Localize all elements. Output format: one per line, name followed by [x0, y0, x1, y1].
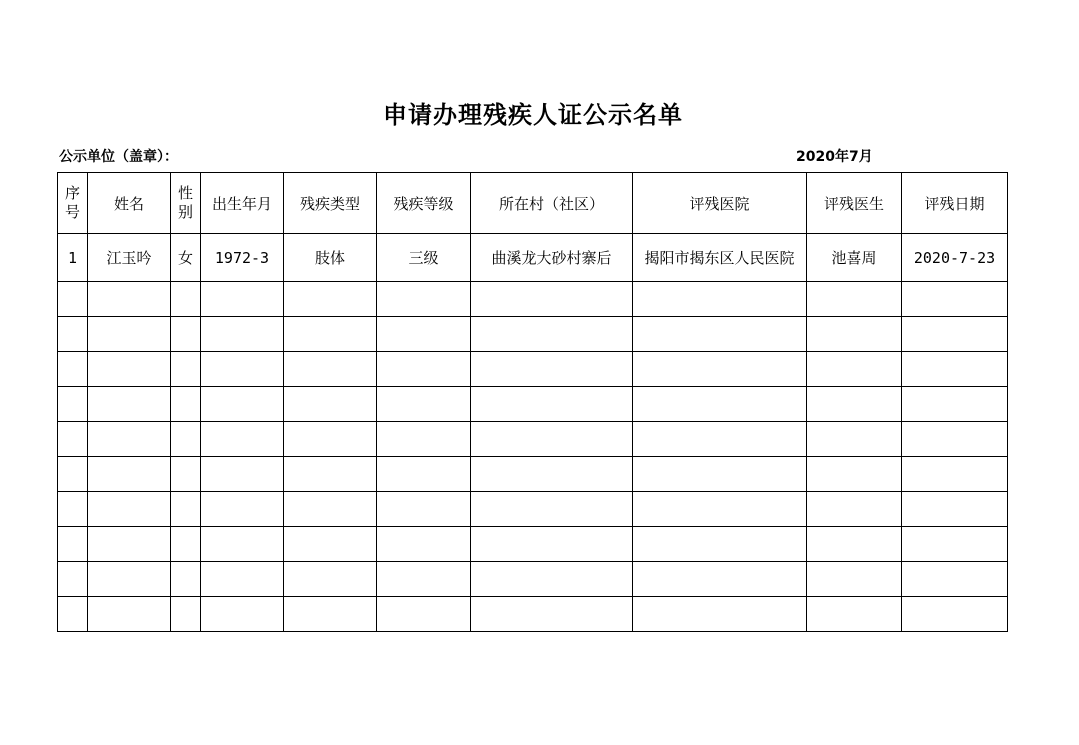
- empty-cell: [377, 492, 471, 527]
- empty-cell: [633, 527, 807, 562]
- cell-doctor: 池喜周: [807, 234, 902, 282]
- empty-cell: [377, 562, 471, 597]
- empty-cell: [88, 387, 171, 422]
- empty-cell: [171, 352, 201, 387]
- empty-cell: [902, 387, 1008, 422]
- empty-cell: [633, 282, 807, 317]
- empty-cell: [88, 492, 171, 527]
- empty-cell: [377, 387, 471, 422]
- empty-cell: [284, 457, 377, 492]
- empty-cell: [902, 457, 1008, 492]
- empty-cell: [88, 422, 171, 457]
- header-gender: 性别: [171, 173, 201, 234]
- empty-cell: [284, 597, 377, 632]
- empty-cell: [471, 317, 633, 352]
- empty-cell: [171, 317, 201, 352]
- empty-cell: [902, 352, 1008, 387]
- table-row-empty: [58, 387, 1008, 422]
- empty-cell: [201, 597, 284, 632]
- table-row-empty: [58, 597, 1008, 632]
- empty-cell: [201, 317, 284, 352]
- empty-cell: [58, 282, 88, 317]
- table-row-empty: [58, 352, 1008, 387]
- cell-disability-type: 肢体: [284, 234, 377, 282]
- header-hospital: 评残医院: [633, 173, 807, 234]
- empty-cell: [284, 282, 377, 317]
- empty-cell: [807, 387, 902, 422]
- empty-cell: [284, 317, 377, 352]
- empty-cell: [201, 562, 284, 597]
- empty-cell: [633, 422, 807, 457]
- header-birth: 出生年月: [201, 173, 284, 234]
- empty-cell: [807, 282, 902, 317]
- header-name: 姓名: [88, 173, 171, 234]
- empty-cell: [377, 597, 471, 632]
- empty-cell: [902, 317, 1008, 352]
- cell-disability-level: 三级: [377, 234, 471, 282]
- empty-cell: [88, 527, 171, 562]
- empty-cell: [58, 457, 88, 492]
- cell-birth: 1972-3: [201, 234, 284, 282]
- empty-cell: [171, 282, 201, 317]
- empty-cell: [171, 597, 201, 632]
- empty-cell: [377, 317, 471, 352]
- cell-name: 江玉吟: [88, 234, 171, 282]
- empty-cell: [633, 317, 807, 352]
- header-assessment-date: 评残日期: [902, 173, 1008, 234]
- empty-cell: [902, 492, 1008, 527]
- publish-date-label: 2020年7月: [796, 149, 873, 165]
- table-row-empty: [58, 492, 1008, 527]
- empty-cell: [88, 562, 171, 597]
- table-row-empty: [58, 457, 1008, 492]
- empty-cell: [471, 492, 633, 527]
- empty-cell: [633, 457, 807, 492]
- empty-cell: [88, 282, 171, 317]
- table-row-empty: [58, 527, 1008, 562]
- empty-cell: [807, 317, 902, 352]
- cell-assessment-date: 2020-7-23: [902, 234, 1008, 282]
- empty-cell: [171, 527, 201, 562]
- empty-cell: [58, 317, 88, 352]
- header-village: 所在村（社区）: [471, 173, 633, 234]
- empty-cell: [58, 387, 88, 422]
- table-header-row: [58, 173, 1008, 234]
- empty-cell: [171, 422, 201, 457]
- empty-cell: [58, 562, 88, 597]
- empty-cell: [284, 527, 377, 562]
- empty-cell: [807, 562, 902, 597]
- empty-cell: [902, 597, 1008, 632]
- empty-cell: [471, 352, 633, 387]
- table-row-empty: [58, 422, 1008, 457]
- empty-cell: [471, 457, 633, 492]
- empty-cell: [58, 422, 88, 457]
- table-row-empty: [58, 562, 1008, 597]
- empty-cell: [633, 352, 807, 387]
- empty-cell: [201, 387, 284, 422]
- empty-cell: [633, 492, 807, 527]
- empty-cell: [284, 387, 377, 422]
- empty-cell: [88, 597, 171, 632]
- empty-cell: [58, 352, 88, 387]
- empty-cell: [284, 492, 377, 527]
- empty-cell: [201, 457, 284, 492]
- empty-cell: [88, 352, 171, 387]
- empty-cell: [471, 597, 633, 632]
- empty-cell: [377, 422, 471, 457]
- empty-cell: [377, 352, 471, 387]
- disability-roster-table: [57, 172, 1008, 632]
- empty-cell: [88, 457, 171, 492]
- empty-cell: [58, 492, 88, 527]
- cell-village: 曲溪龙大砂村寨后: [471, 234, 633, 282]
- table-row: [58, 234, 1008, 282]
- empty-cell: [807, 492, 902, 527]
- empty-cell: [171, 492, 201, 527]
- empty-cell: [902, 562, 1008, 597]
- empty-cell: [58, 527, 88, 562]
- empty-cell: [633, 562, 807, 597]
- empty-cell: [377, 527, 471, 562]
- header-disability-type: 残疾类型: [284, 173, 377, 234]
- empty-cell: [807, 422, 902, 457]
- empty-cell: [201, 422, 284, 457]
- empty-cell: [807, 457, 902, 492]
- empty-cell: [171, 387, 201, 422]
- empty-cell: [633, 387, 807, 422]
- empty-cell: [88, 317, 171, 352]
- empty-cell: [807, 352, 902, 387]
- empty-cell: [807, 527, 902, 562]
- empty-cell: [58, 597, 88, 632]
- page-title: 申请办理残疾人证公示名单: [383, 100, 683, 129]
- empty-cell: [171, 562, 201, 597]
- header-seq: 序号: [58, 173, 88, 234]
- empty-cell: [471, 387, 633, 422]
- empty-cell: [902, 282, 1008, 317]
- empty-cell: [284, 352, 377, 387]
- cell-gender: 女: [171, 234, 201, 282]
- empty-cell: [171, 457, 201, 492]
- publishing-unit-label: 公示单位（盖章）：: [59, 149, 178, 165]
- empty-cell: [471, 422, 633, 457]
- cell-seq: 1: [58, 234, 88, 282]
- empty-cell: [201, 527, 284, 562]
- empty-cell: [284, 422, 377, 457]
- cell-hospital: 揭阳市揭东区人民医院: [633, 234, 807, 282]
- empty-cell: [807, 597, 902, 632]
- empty-cell: [377, 457, 471, 492]
- empty-cell: [201, 492, 284, 527]
- table-row-empty: [58, 317, 1008, 352]
- empty-cell: [902, 422, 1008, 457]
- table-row-empty: [58, 282, 1008, 317]
- empty-cell: [201, 352, 284, 387]
- empty-cell: [201, 282, 284, 317]
- empty-cell: [633, 597, 807, 632]
- empty-cell: [377, 282, 471, 317]
- header-disability-level: 残疾等级: [377, 173, 471, 234]
- empty-cell: [471, 282, 633, 317]
- empty-cell: [471, 527, 633, 562]
- header-doctor: 评残医生: [807, 173, 902, 234]
- empty-cell: [471, 562, 633, 597]
- empty-cell: [902, 527, 1008, 562]
- empty-cell: [284, 562, 377, 597]
